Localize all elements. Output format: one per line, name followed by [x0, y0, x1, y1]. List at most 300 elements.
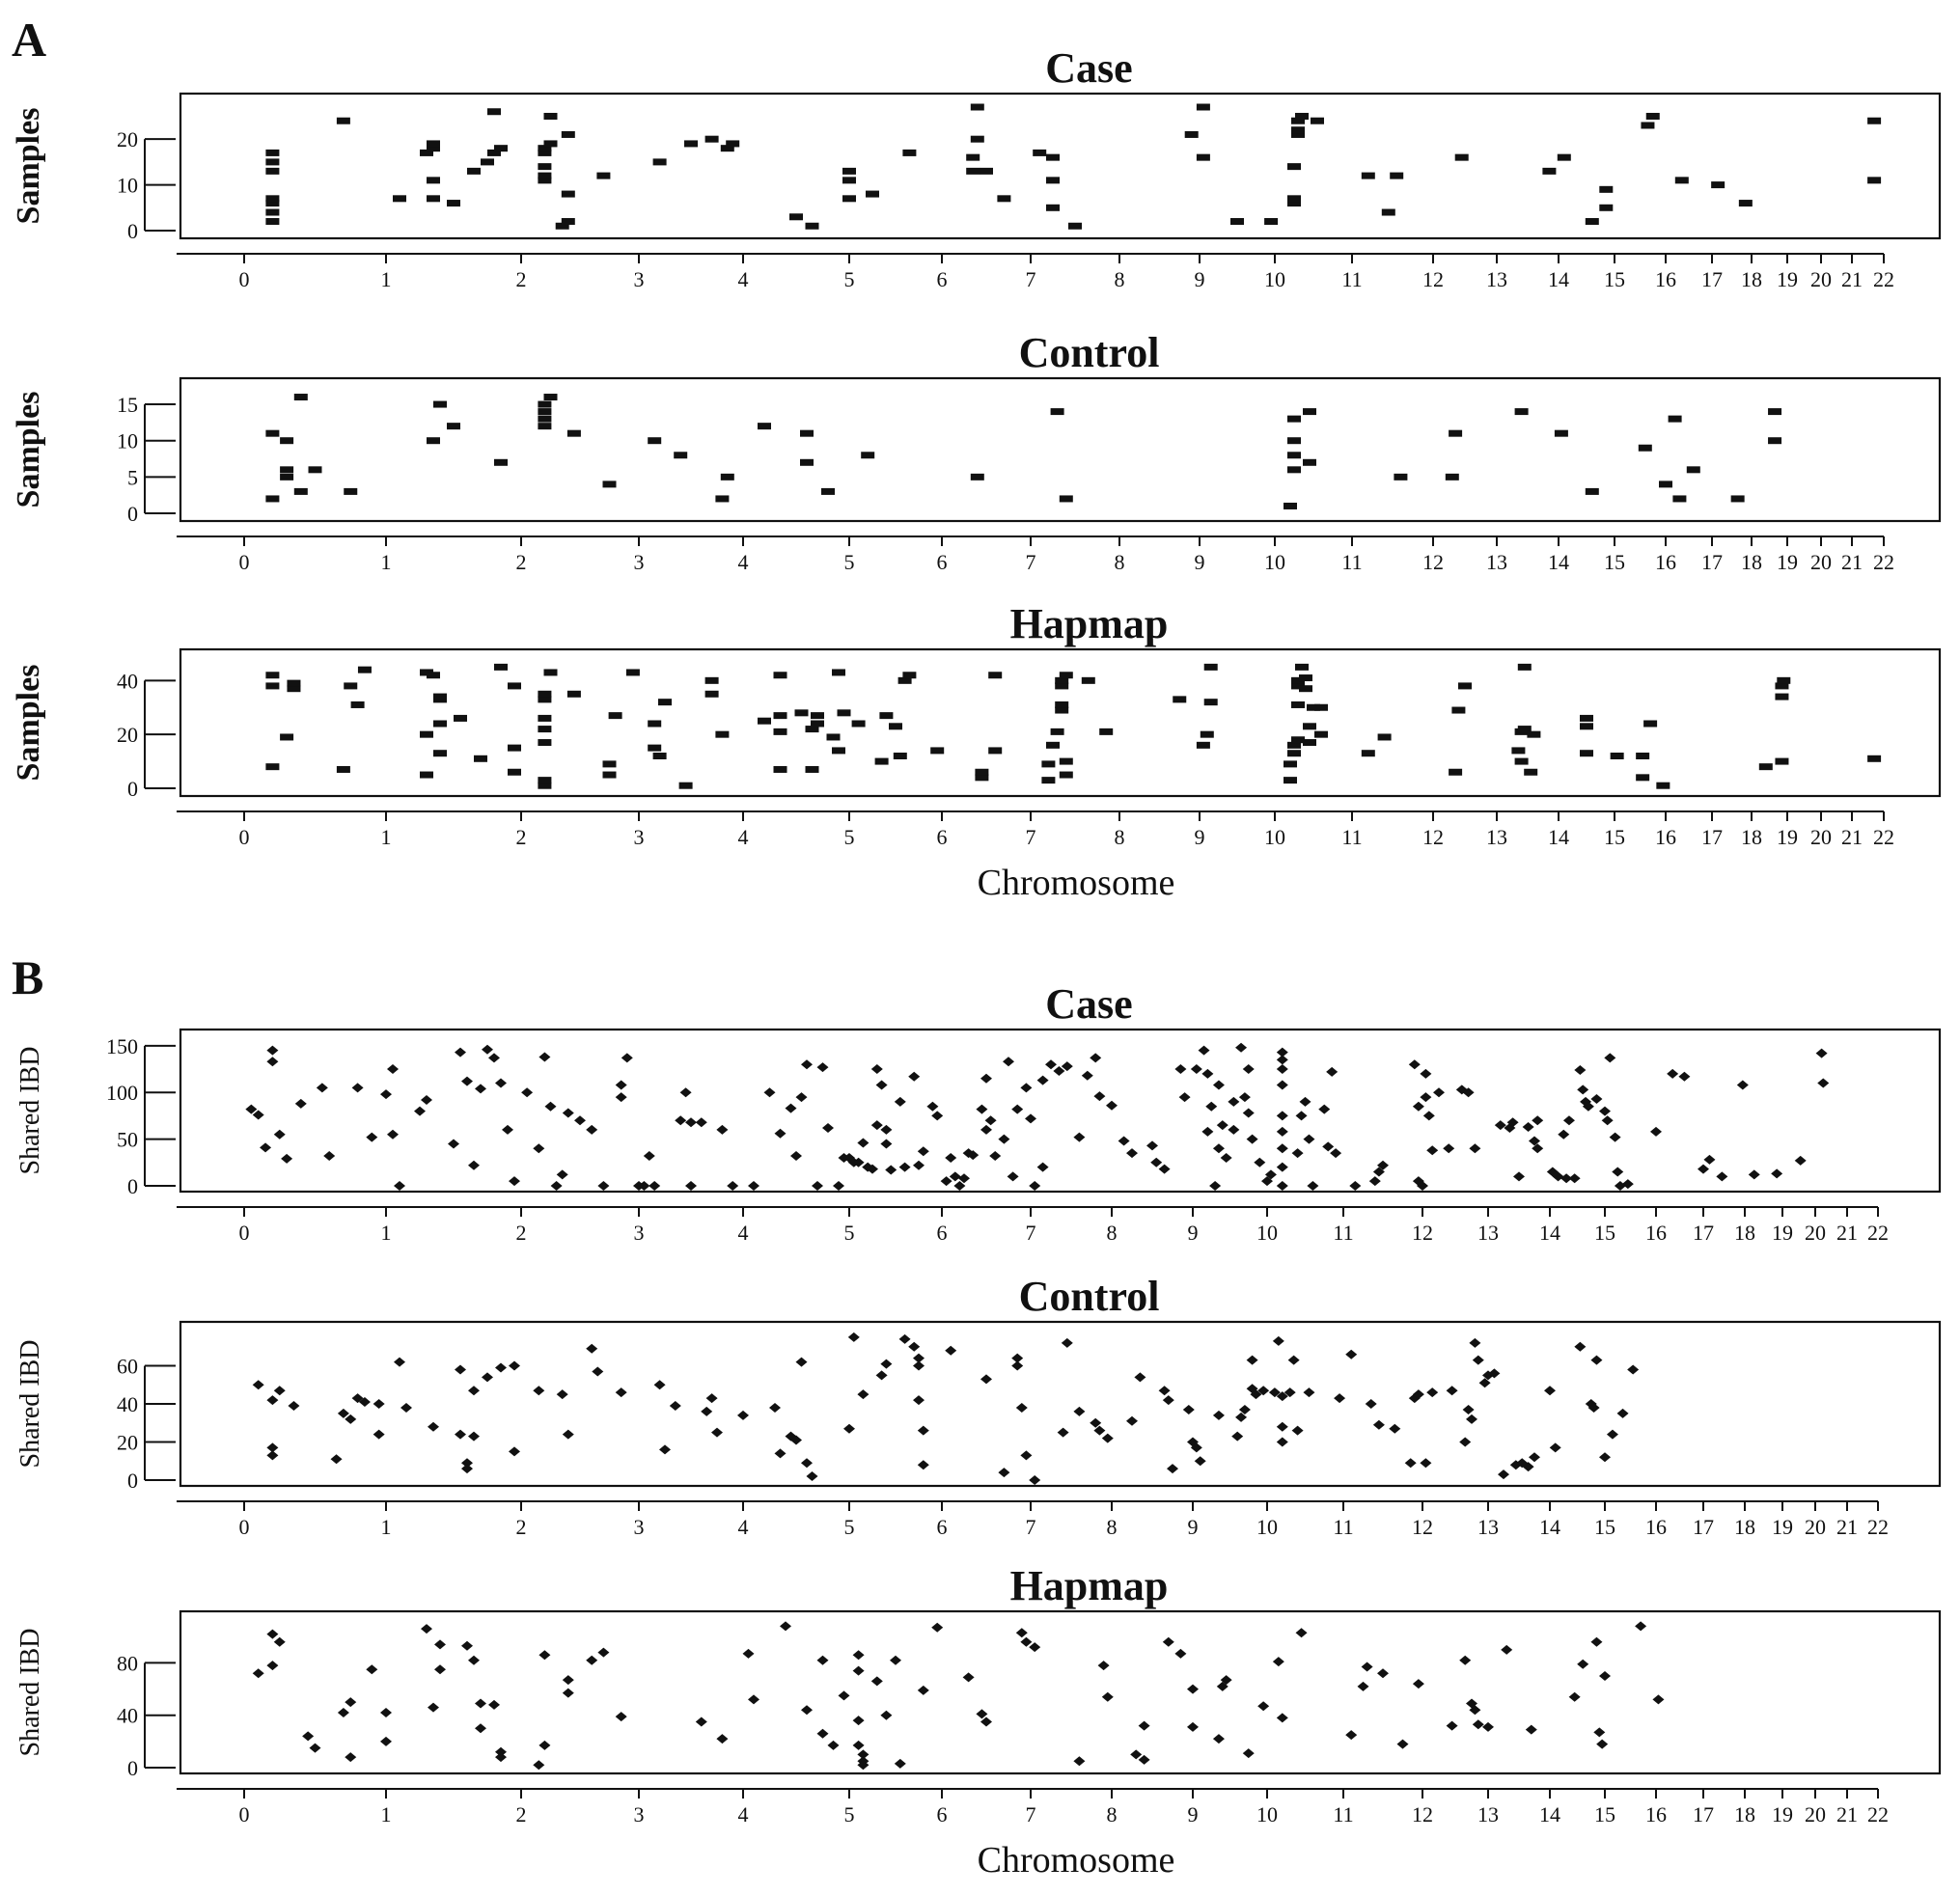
data-point-1-2-39 — [828, 1741, 840, 1750]
data-point-1-0-192 — [1590, 1094, 1602, 1104]
x-tick-label-0-1-14: 14 — [1548, 550, 1569, 574]
data-point-1-0-82 — [931, 1111, 943, 1120]
data-point-1-2-37 — [817, 1656, 829, 1665]
data-point-1-0-24 — [488, 1053, 500, 1062]
data-point-0-2-122 — [1636, 753, 1649, 759]
data-point-0-2-48 — [774, 712, 787, 719]
data-point-0-2-125 — [1759, 763, 1773, 770]
x-tick-label-1-0-4: 4 — [737, 1221, 749, 1245]
data-point-0-0-62 — [1287, 163, 1301, 170]
x-tick-label-1-1-3: 3 — [633, 1515, 645, 1539]
data-point-0-2-34 — [603, 760, 617, 767]
y-tick-label-0-2-0: 0 — [127, 777, 138, 801]
data-point-1-2-91 — [1526, 1725, 1537, 1735]
data-point-0-0-70 — [1390, 173, 1403, 179]
data-point-0-0-61 — [1287, 195, 1301, 202]
data-point-1-0-118 — [1179, 1092, 1191, 1102]
data-point-1-2-81 — [1377, 1668, 1389, 1678]
data-point-0-1-30 — [1051, 408, 1064, 415]
data-point-1-0-83 — [941, 1176, 952, 1186]
data-point-1-0-100 — [1025, 1113, 1036, 1123]
x-tick-label-0-2-4: 4 — [737, 825, 749, 849]
data-point-1-1-121 — [1529, 1452, 1540, 1462]
data-point-1-0-170 — [1443, 1143, 1454, 1153]
data-point-1-0-77 — [899, 1163, 911, 1172]
data-point-0-1-14 — [538, 416, 551, 423]
y-tick-label-1-0-2: 100 — [106, 1081, 138, 1106]
x-tick-label-1-0-8: 8 — [1106, 1221, 1118, 1245]
data-point-1-0-32 — [551, 1181, 563, 1191]
data-point-1-2-31 — [696, 1717, 707, 1727]
data-point-1-0-11 — [366, 1133, 377, 1142]
data-point-1-1-113 — [1473, 1356, 1484, 1365]
x-tick-label-0-0-10: 10 — [1264, 267, 1285, 291]
data-point-1-1-37 — [711, 1428, 723, 1438]
data-point-1-0-94 — [989, 1151, 1001, 1161]
data-point-1-2-70 — [1213, 1734, 1225, 1744]
data-point-1-0-200 — [1650, 1127, 1662, 1137]
data-point-1-0-12 — [380, 1089, 392, 1099]
data-point-1-0-97 — [1008, 1171, 1019, 1181]
data-point-0-2-97 — [1295, 664, 1309, 671]
data-point-0-0-56 — [1197, 154, 1210, 161]
data-point-1-0-143 — [1277, 1111, 1288, 1120]
data-point-1-2-4 — [302, 1731, 314, 1741]
data-point-0-2-60 — [875, 758, 889, 765]
y-axis-label-1-0: Shared IBD — [15, 1046, 45, 1175]
data-point-1-1-114 — [1479, 1378, 1491, 1387]
data-point-0-2-19 — [474, 755, 487, 762]
y-tick-label-1-0-1: 50 — [117, 1127, 138, 1152]
data-point-0-0-52 — [1046, 177, 1060, 183]
data-point-0-1-46 — [1659, 481, 1672, 487]
data-point-1-1-90 — [1273, 1336, 1284, 1346]
data-point-1-1-0 — [253, 1380, 264, 1389]
data-point-0-0-5 — [265, 158, 279, 165]
data-point-1-0-43 — [644, 1151, 655, 1161]
data-point-1-2-94 — [1590, 1637, 1602, 1647]
data-point-1-1-19 — [461, 1464, 473, 1473]
x-tick-label-1-2-3: 3 — [633, 1802, 645, 1826]
data-point-1-0-79 — [913, 1161, 925, 1170]
data-point-1-0-130 — [1228, 1097, 1239, 1107]
data-point-1-2-22 — [495, 1752, 507, 1762]
data-point-1-1-76 — [1167, 1464, 1178, 1473]
data-point-0-2-20 — [494, 664, 508, 671]
data-point-0-1-39 — [1394, 474, 1407, 481]
panel-label-b: B — [12, 950, 44, 1004]
x-tick-label-1-2-1: 1 — [380, 1802, 392, 1826]
data-point-1-0-62 — [833, 1181, 844, 1191]
x-tick-label-0-1-2: 2 — [515, 550, 527, 574]
data-point-0-0-83 — [1867, 118, 1881, 124]
data-point-1-2-98 — [1635, 1621, 1646, 1631]
data-point-0-0-53 — [1046, 154, 1060, 161]
data-point-1-0-112 — [1118, 1137, 1130, 1146]
data-point-0-1-3 — [280, 466, 293, 473]
data-point-1-0-155 — [1326, 1067, 1338, 1077]
data-point-1-1-80 — [1195, 1456, 1206, 1466]
data-point-0-2-21 — [508, 769, 521, 776]
data-point-0-0-81 — [1739, 200, 1753, 206]
data-point-1-1-109 — [1459, 1438, 1471, 1447]
data-point-1-1-36 — [706, 1393, 718, 1403]
data-point-0-2-98 — [1299, 685, 1312, 692]
data-point-1-0-158 — [1369, 1176, 1381, 1186]
data-point-0-2-118 — [1580, 723, 1593, 729]
data-point-0-2-91 — [1287, 750, 1301, 756]
data-point-1-0-70 — [871, 1064, 883, 1074]
data-point-0-0-71 — [1455, 154, 1469, 161]
data-point-1-1-92 — [1277, 1438, 1288, 1447]
data-point-1-2-75 — [1273, 1657, 1284, 1666]
data-point-0-2-3 — [280, 733, 293, 740]
x-tick-label-0-0-17: 17 — [1701, 267, 1723, 291]
x-tick-label-0-1-1: 1 — [380, 550, 392, 574]
data-point-0-2-28 — [538, 715, 551, 722]
data-point-1-0-116 — [1159, 1165, 1171, 1174]
data-point-1-0-140 — [1277, 1055, 1288, 1064]
x-tick-label-1-2-9: 9 — [1187, 1802, 1199, 1826]
data-point-1-0-14 — [387, 1130, 399, 1140]
data-point-0-1-8 — [344, 488, 357, 495]
data-point-0-1-10 — [433, 401, 447, 408]
data-point-0-2-83 — [1099, 728, 1113, 735]
data-point-1-1-54 — [913, 1361, 925, 1371]
data-point-1-1-129 — [1607, 1430, 1618, 1440]
y-tick-label-0-0-2: 20 — [117, 127, 138, 152]
data-point-1-0-92 — [980, 1125, 992, 1135]
data-point-0-2-121 — [1636, 774, 1649, 781]
x-tick-label-1-2-13: 13 — [1477, 1802, 1499, 1826]
data-point-1-0-98 — [1011, 1105, 1023, 1114]
data-point-0-2-74 — [1051, 728, 1064, 735]
x-tick-label-1-0-0: 0 — [238, 1221, 250, 1245]
data-point-1-0-84 — [945, 1153, 956, 1163]
data-point-1-1-100 — [1366, 1399, 1377, 1409]
data-point-0-0-36 — [726, 140, 739, 147]
data-point-1-1-95 — [1288, 1356, 1300, 1365]
data-point-1-2-27 — [563, 1689, 574, 1698]
data-point-1-0-95 — [998, 1135, 1009, 1144]
data-point-1-1-98 — [1334, 1393, 1345, 1403]
data-point-1-0-131 — [1235, 1043, 1247, 1053]
data-point-1-0-21 — [468, 1161, 480, 1170]
data-point-0-0-37 — [789, 213, 803, 220]
data-point-0-0-8 — [393, 195, 406, 202]
data-point-1-0-186 — [1563, 1115, 1575, 1125]
data-point-0-2-101 — [1303, 723, 1316, 729]
data-point-1-1-96 — [1292, 1426, 1304, 1436]
data-point-1-2-40 — [839, 1690, 850, 1700]
x-tick-label-0-1-17: 17 — [1701, 550, 1723, 574]
data-point-1-2-67 — [1174, 1649, 1186, 1659]
data-point-1-2-18 — [475, 1699, 486, 1709]
data-point-1-2-19 — [475, 1723, 486, 1733]
x-tick-label-0-0-7: 7 — [1025, 267, 1036, 291]
data-point-0-1-0 — [265, 495, 279, 502]
x-tick-label-1-1-7: 7 — [1025, 1515, 1036, 1539]
x-tick-label-0-1-4: 4 — [737, 550, 749, 574]
data-point-0-2-108 — [1451, 707, 1465, 714]
data-point-1-0-54 — [775, 1129, 787, 1139]
data-point-0-2-71 — [1041, 777, 1055, 783]
data-point-0-1-24 — [758, 423, 771, 429]
data-point-1-0-109 — [1090, 1053, 1101, 1062]
x-tick-label-1-2-7: 7 — [1025, 1802, 1036, 1826]
y-axis-label-1-1: Shared IBD — [15, 1339, 45, 1469]
data-point-1-0-19 — [455, 1048, 466, 1057]
y-tick-label-1-0-0: 0 — [127, 1174, 138, 1198]
data-point-0-0-76 — [1599, 186, 1613, 193]
data-point-0-2-87 — [1204, 699, 1218, 705]
x-tick-label-0-0-6: 6 — [936, 267, 948, 291]
data-point-0-0-75 — [1599, 205, 1613, 211]
x-tick-label-0-0-18: 18 — [1741, 267, 1762, 291]
data-point-0-1-41 — [1449, 430, 1462, 437]
x-tick-label-1-2-15: 15 — [1594, 1802, 1615, 1826]
data-point-1-1-107 — [1426, 1387, 1438, 1397]
data-point-0-2-117 — [1580, 750, 1593, 756]
x-tick-label-0-0-21: 21 — [1841, 267, 1863, 291]
data-point-1-1-25 — [509, 1446, 520, 1456]
data-point-0-2-40 — [658, 699, 672, 705]
data-point-0-2-51 — [806, 766, 819, 773]
data-point-1-0-194 — [1602, 1115, 1614, 1125]
data-point-1-0-81 — [926, 1102, 938, 1112]
x-tick-label-0-2-0: 0 — [238, 825, 250, 849]
x-tick-label-1-0-18: 18 — [1734, 1221, 1755, 1245]
y-axis-label-1-2: Shared IBD — [15, 1628, 45, 1757]
data-point-0-0-15 — [467, 168, 481, 175]
data-point-0-0-55 — [1185, 131, 1199, 138]
y-tick-label-1-1-3: 60 — [117, 1354, 138, 1379]
data-point-1-0-28 — [521, 1087, 533, 1097]
data-point-0-1-4 — [280, 437, 293, 444]
data-point-1-0-56 — [790, 1151, 802, 1161]
data-point-0-2-76 — [1055, 701, 1068, 708]
data-point-1-1-7 — [338, 1409, 349, 1418]
data-point-1-2-36 — [801, 1705, 813, 1715]
data-point-0-2-89 — [1284, 777, 1297, 783]
x-tick-label-1-1-16: 16 — [1645, 1515, 1667, 1539]
x-tick-label-1-0-20: 20 — [1805, 1221, 1826, 1245]
data-point-0-2-53 — [811, 721, 824, 728]
x-tick-label-0-1-0: 0 — [238, 550, 250, 574]
x-tick-label-0-1-5: 5 — [843, 550, 855, 574]
data-point-1-0-209 — [1795, 1156, 1807, 1166]
data-point-1-1-64 — [1020, 1450, 1032, 1460]
y-tick-label-0-2-1: 20 — [117, 723, 138, 748]
data-point-0-0-43 — [902, 150, 916, 156]
x-tick-label-1-2-0: 0 — [238, 1802, 250, 1826]
data-point-1-0-180 — [1532, 1115, 1543, 1125]
data-point-1-0-72 — [876, 1080, 888, 1089]
data-point-0-0-74 — [1586, 218, 1599, 225]
data-point-0-0-32 — [653, 158, 667, 165]
data-point-0-0-49 — [997, 195, 1010, 202]
data-point-0-2-124 — [1656, 783, 1670, 789]
data-point-1-0-2 — [260, 1142, 271, 1152]
x-tick-label-0-2-15: 15 — [1604, 825, 1625, 849]
data-point-0-0-29 — [562, 191, 575, 198]
data-point-1-0-133 — [1243, 1064, 1255, 1074]
data-point-0-2-63 — [894, 753, 907, 759]
data-point-0-1-43 — [1555, 430, 1568, 437]
data-point-1-0-13 — [387, 1064, 399, 1074]
data-point-0-2-27 — [538, 726, 551, 732]
data-point-1-1-17 — [455, 1430, 466, 1440]
data-point-1-1-48 — [857, 1389, 869, 1399]
data-point-1-0-20 — [461, 1077, 473, 1086]
data-point-1-0-188 — [1574, 1065, 1586, 1075]
data-point-1-0-210 — [1816, 1049, 1828, 1058]
data-point-0-2-14 — [433, 721, 447, 728]
data-point-1-1-66 — [1058, 1428, 1069, 1438]
x-tick-label-0-1-15: 15 — [1604, 550, 1625, 574]
data-point-1-0-157 — [1349, 1181, 1361, 1191]
x-tick-label-1-0-7: 7 — [1025, 1221, 1036, 1245]
data-point-0-2-123 — [1643, 721, 1657, 728]
x-tick-label-0-0-0: 0 — [238, 267, 250, 291]
data-point-0-2-44 — [715, 731, 729, 738]
data-point-1-1-62 — [1011, 1361, 1023, 1371]
data-point-1-0-59 — [812, 1181, 823, 1191]
data-point-1-0-78 — [908, 1072, 920, 1082]
x-tick-label-1-0-19: 19 — [1772, 1221, 1793, 1245]
x-tick-label-1-0-3: 3 — [633, 1221, 645, 1245]
data-point-0-2-43 — [705, 677, 719, 684]
data-point-1-0-45 — [675, 1115, 686, 1125]
x-tick-label-1-1-1: 1 — [380, 1515, 392, 1539]
data-point-0-2-127 — [1775, 694, 1788, 700]
data-point-0-1-25 — [800, 459, 814, 466]
data-point-1-1-21 — [468, 1386, 480, 1395]
data-point-0-0-72 — [1542, 168, 1556, 175]
x-tick-label-1-2-10: 10 — [1256, 1802, 1278, 1826]
data-point-1-2-41 — [853, 1650, 865, 1660]
data-point-0-1-6 — [294, 394, 308, 400]
x-tick-label-0-1-21: 21 — [1841, 550, 1863, 574]
data-point-1-1-58 — [945, 1346, 956, 1356]
x-tick-label-0-2-19: 19 — [1777, 825, 1798, 849]
x-tick-label-0-0-11: 11 — [1341, 267, 1363, 291]
x-tick-label-0-1-20: 20 — [1810, 550, 1832, 574]
data-point-0-2-84 — [1173, 696, 1186, 702]
data-point-1-0-55 — [786, 1104, 797, 1113]
data-point-0-2-10 — [420, 772, 433, 779]
data-point-0-2-49 — [774, 672, 787, 678]
data-point-1-1-8 — [345, 1414, 356, 1424]
data-point-0-0-7 — [337, 118, 350, 124]
data-point-1-2-64 — [1139, 1755, 1150, 1765]
x-tick-label-0-2-8: 8 — [1114, 825, 1125, 849]
data-point-1-0-93 — [985, 1115, 997, 1125]
data-point-0-1-23 — [721, 474, 734, 481]
x-tick-label-0-2-3: 3 — [633, 825, 645, 849]
data-point-1-0-156 — [1330, 1148, 1341, 1158]
data-point-0-1-12 — [494, 459, 508, 466]
x-tick-label-0-0-4: 4 — [737, 267, 749, 291]
data-point-1-1-26 — [533, 1386, 544, 1395]
data-point-0-0-1 — [265, 209, 279, 216]
x-tick-label-0-2-18: 18 — [1741, 825, 1762, 849]
data-point-1-0-6 — [281, 1154, 292, 1164]
x-tick-label-0-1-13: 13 — [1486, 550, 1507, 574]
data-point-1-2-95 — [1593, 1727, 1605, 1737]
data-point-1-1-65 — [1029, 1475, 1040, 1485]
data-point-0-0-13 — [427, 140, 440, 147]
data-point-1-2-78 — [1345, 1730, 1357, 1740]
x-tick-label-1-0-9: 9 — [1187, 1221, 1199, 1245]
data-point-1-2-30 — [616, 1712, 627, 1721]
data-point-1-0-9 — [323, 1151, 335, 1161]
data-point-1-1-50 — [880, 1359, 892, 1369]
data-point-1-0-48 — [685, 1181, 697, 1191]
data-point-0-2-115 — [1524, 769, 1537, 776]
data-point-1-0-114 — [1146, 1140, 1158, 1150]
x-tick-label-1-1-21: 21 — [1836, 1515, 1858, 1539]
data-point-1-2-42 — [853, 1666, 865, 1676]
x-tick-label-1-1-9: 9 — [1187, 1515, 1199, 1539]
data-point-1-0-46 — [680, 1087, 692, 1097]
data-point-1-1-75 — [1163, 1395, 1174, 1405]
data-point-0-1-1 — [265, 430, 279, 437]
data-point-1-1-57 — [918, 1460, 929, 1469]
data-point-1-0-178 — [1523, 1122, 1534, 1132]
data-point-0-0-6 — [265, 150, 279, 156]
x-tick-label-0-2-17: 17 — [1701, 825, 1723, 849]
data-point-0-1-44 — [1586, 488, 1599, 495]
data-point-0-2-55 — [827, 733, 841, 740]
data-point-1-0-30 — [538, 1052, 550, 1061]
data-point-0-0-48 — [980, 168, 993, 175]
data-point-1-1-43 — [796, 1358, 808, 1367]
data-point-1-2-80 — [1362, 1662, 1373, 1672]
data-point-0-2-66 — [930, 747, 944, 754]
data-point-1-1-103 — [1405, 1458, 1417, 1468]
data-point-1-1-44 — [801, 1458, 813, 1468]
data-point-1-1-14 — [400, 1403, 412, 1413]
plot-title-0-2: Hapmap — [1009, 600, 1169, 647]
data-point-1-2-53 — [931, 1623, 943, 1633]
x-tick-label-1-2-12: 12 — [1412, 1802, 1433, 1826]
data-point-0-0-16 — [481, 158, 494, 165]
data-point-1-0-147 — [1277, 1181, 1288, 1191]
x-tick-label-1-1-6: 6 — [936, 1515, 948, 1539]
plot-title-1-1: Control — [1018, 1273, 1160, 1320]
data-point-1-2-85 — [1459, 1656, 1471, 1665]
data-point-1-2-93 — [1577, 1660, 1588, 1669]
data-point-0-0-57 — [1197, 104, 1210, 111]
data-point-1-2-32 — [716, 1734, 728, 1744]
data-point-1-1-71 — [1102, 1434, 1114, 1443]
x-tick-label-0-2-22: 22 — [1873, 825, 1894, 849]
data-point-1-0-33 — [557, 1169, 568, 1179]
y-axis-label-0-2: Samples — [11, 664, 46, 782]
data-point-1-2-43 — [853, 1716, 865, 1725]
data-point-1-0-17 — [421, 1095, 432, 1105]
x-tick-label-0-2-2: 2 — [515, 825, 527, 849]
data-point-0-1-45 — [1639, 445, 1652, 452]
data-point-1-1-5 — [288, 1401, 299, 1411]
data-point-1-0-141 — [1277, 1064, 1288, 1074]
data-point-0-2-106 — [1378, 733, 1392, 740]
data-point-0-1-48 — [1672, 495, 1686, 502]
data-point-1-0-166 — [1420, 1092, 1431, 1102]
data-point-1-0-173 — [1469, 1143, 1480, 1153]
data-point-1-1-97 — [1303, 1387, 1314, 1397]
